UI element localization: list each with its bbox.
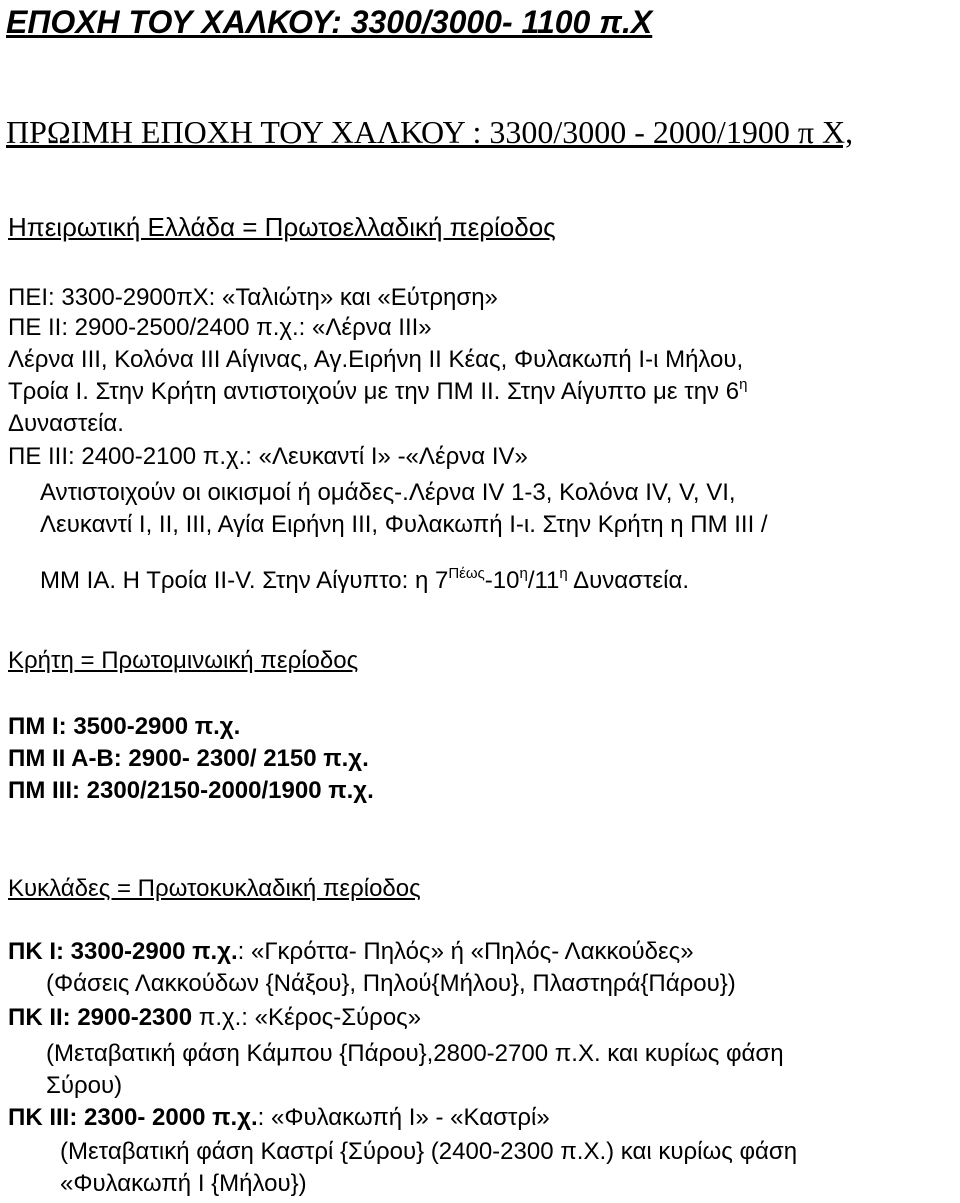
pk1-label: ΠΚ Ι: 3300-2900 π.χ. — [8, 938, 238, 965]
pe3-desc-3a: ΜΜ ΙΑ. Η Τροία ΙΙ-V. Στην Αίγυπτο: η 7 — [40, 567, 449, 594]
pk3-sites: : «Φυλακωπή Ι» - «Καστρί» — [257, 1104, 550, 1131]
pe2-desc-2 — [8, 377, 747, 407]
crete-heading: Κρήτη = Πρωτομινωική περίοδος — [8, 647, 359, 674]
pe3-desc-3c: /11 — [527, 567, 560, 594]
pk3-desc-1: (Μεταβατική φάση Καστρί {Σύρου} (2400-2300 π.Χ.) και κυρίως φάση — [60, 1138, 798, 1165]
pe2-line: ΠΕ ΙΙ: 2900-2500/2400 π.χ.: «Λέρνα ΙΙΙ» — [8, 314, 432, 341]
pe3-desc-3-sup1: Πέως — [448, 565, 485, 582]
pe2-desc-2-sup: η — [739, 376, 748, 393]
pm2-line: ΠΜ ΙΙ Α-Β: 2900- 2300/ 2150 π.χ. — [8, 745, 369, 772]
pk3-label: ΠΚ ΙΙΙ: 2300- 2000 π.χ. — [8, 1104, 258, 1131]
pe2-desc-3: Δυναστεία. — [8, 410, 124, 437]
pk3-line — [8, 1103, 550, 1133]
pk2-line — [8, 1003, 421, 1033]
early-bronze-title: ΠΡΩΙΜΗ ΕΠΟΧΗ ΤΟΥ ΧΑΛΚΟΥ : 3300/3000 - 2000/1900 π Χ, — [6, 114, 854, 150]
pk1-sites: : «Γκρόττα- Πηλός» ή «Πηλός- Λακκούδες» — [237, 938, 694, 965]
pe3-desc-1: Αντιστοιχούν οι οικισμοί ή ομάδες-.Λέρνα IV 1-3, Κολόνα ΙV, V, VI, — [40, 479, 736, 506]
pe3-line: ΠΕ ΙΙΙ: 2400-2100 π.χ.: «Λευκαντί Ι» -«Λέρνα ΙV» — [8, 443, 528, 470]
pk2-desc-1: (Μεταβατική φάση Κάμπου {Πάρου},2800-2700 π.Χ. και κυρίως φάση — [46, 1040, 784, 1067]
pm1-line: ΠΜ Ι: 3500-2900 π.χ. — [8, 713, 241, 740]
pe3-desc-3 — [40, 566, 689, 596]
pe2-desc-2-text: Τροία Ι. Στην Κρήτη αντιστοιχούν με την ΠΜ ΙΙ. Στην Αίγυπτο με την 6 — [8, 378, 740, 405]
pe3-desc-3-sup2: η — [519, 565, 528, 582]
pe3-desc-3d: Δυναστεία. — [567, 567, 689, 594]
pk2-desc-2: Σύρου) — [46, 1072, 123, 1099]
pe3-desc-3-sup3: η — [559, 565, 568, 582]
pk1-line — [8, 937, 694, 967]
pe2-desc-1: Λέρνα ΙΙΙ, Κολόνα ΙΙΙ Αίγινας, Αγ.Ειρήνη ΙΙ Κέας, Φυλακωπή Ι-ι Μήλου, — [8, 346, 744, 373]
cyclades-heading: Κυκλάδες = Πρωτοκυκλαδική περίοδος — [8, 875, 421, 902]
pk2-sites: π.χ.: «Κέρος-Σύρος» — [192, 1004, 422, 1031]
pm3-line: ΠΜ ΙΙΙ: 2300/2150-2000/1900 π.χ. — [8, 777, 374, 804]
main-title: ΕΠΟΧΗ ΤΟΥ ΧΑΛΚΟΥ: 3300/3000- 1100 π.Χ — [6, 4, 653, 40]
pk2-label: ΠΚ ΙΙ: 2900-2300 — [8, 1004, 193, 1031]
pk3-desc-2: «Φυλακωπή Ι {Μήλου}) — [60, 1170, 307, 1197]
pe3-desc-2: Λευκαντί Ι, ΙΙ, ΙΙΙ, Αγία Ειρήνη ΙΙΙ, Φυλακωπή Ι-ι. Στην Κρήτη η ΠΜ ΙΙΙ / — [40, 511, 768, 538]
pe1-line: ΠΕΙ: 3300-2900πΧ: «Ταλιώτη» και «Εύτρηση» — [8, 284, 498, 311]
pk1-desc: (Φάσεις Λακκούδων {Νάξου}, Πηλού{Μήλου}, Πλαστηρά{Πάρου}) — [46, 970, 736, 997]
pe3-desc-3b: -10 — [484, 567, 520, 594]
mainland-heading: Ηπειρωτική Ελλάδα = Πρωτοελλαδική περίοδος — [8, 212, 556, 242]
